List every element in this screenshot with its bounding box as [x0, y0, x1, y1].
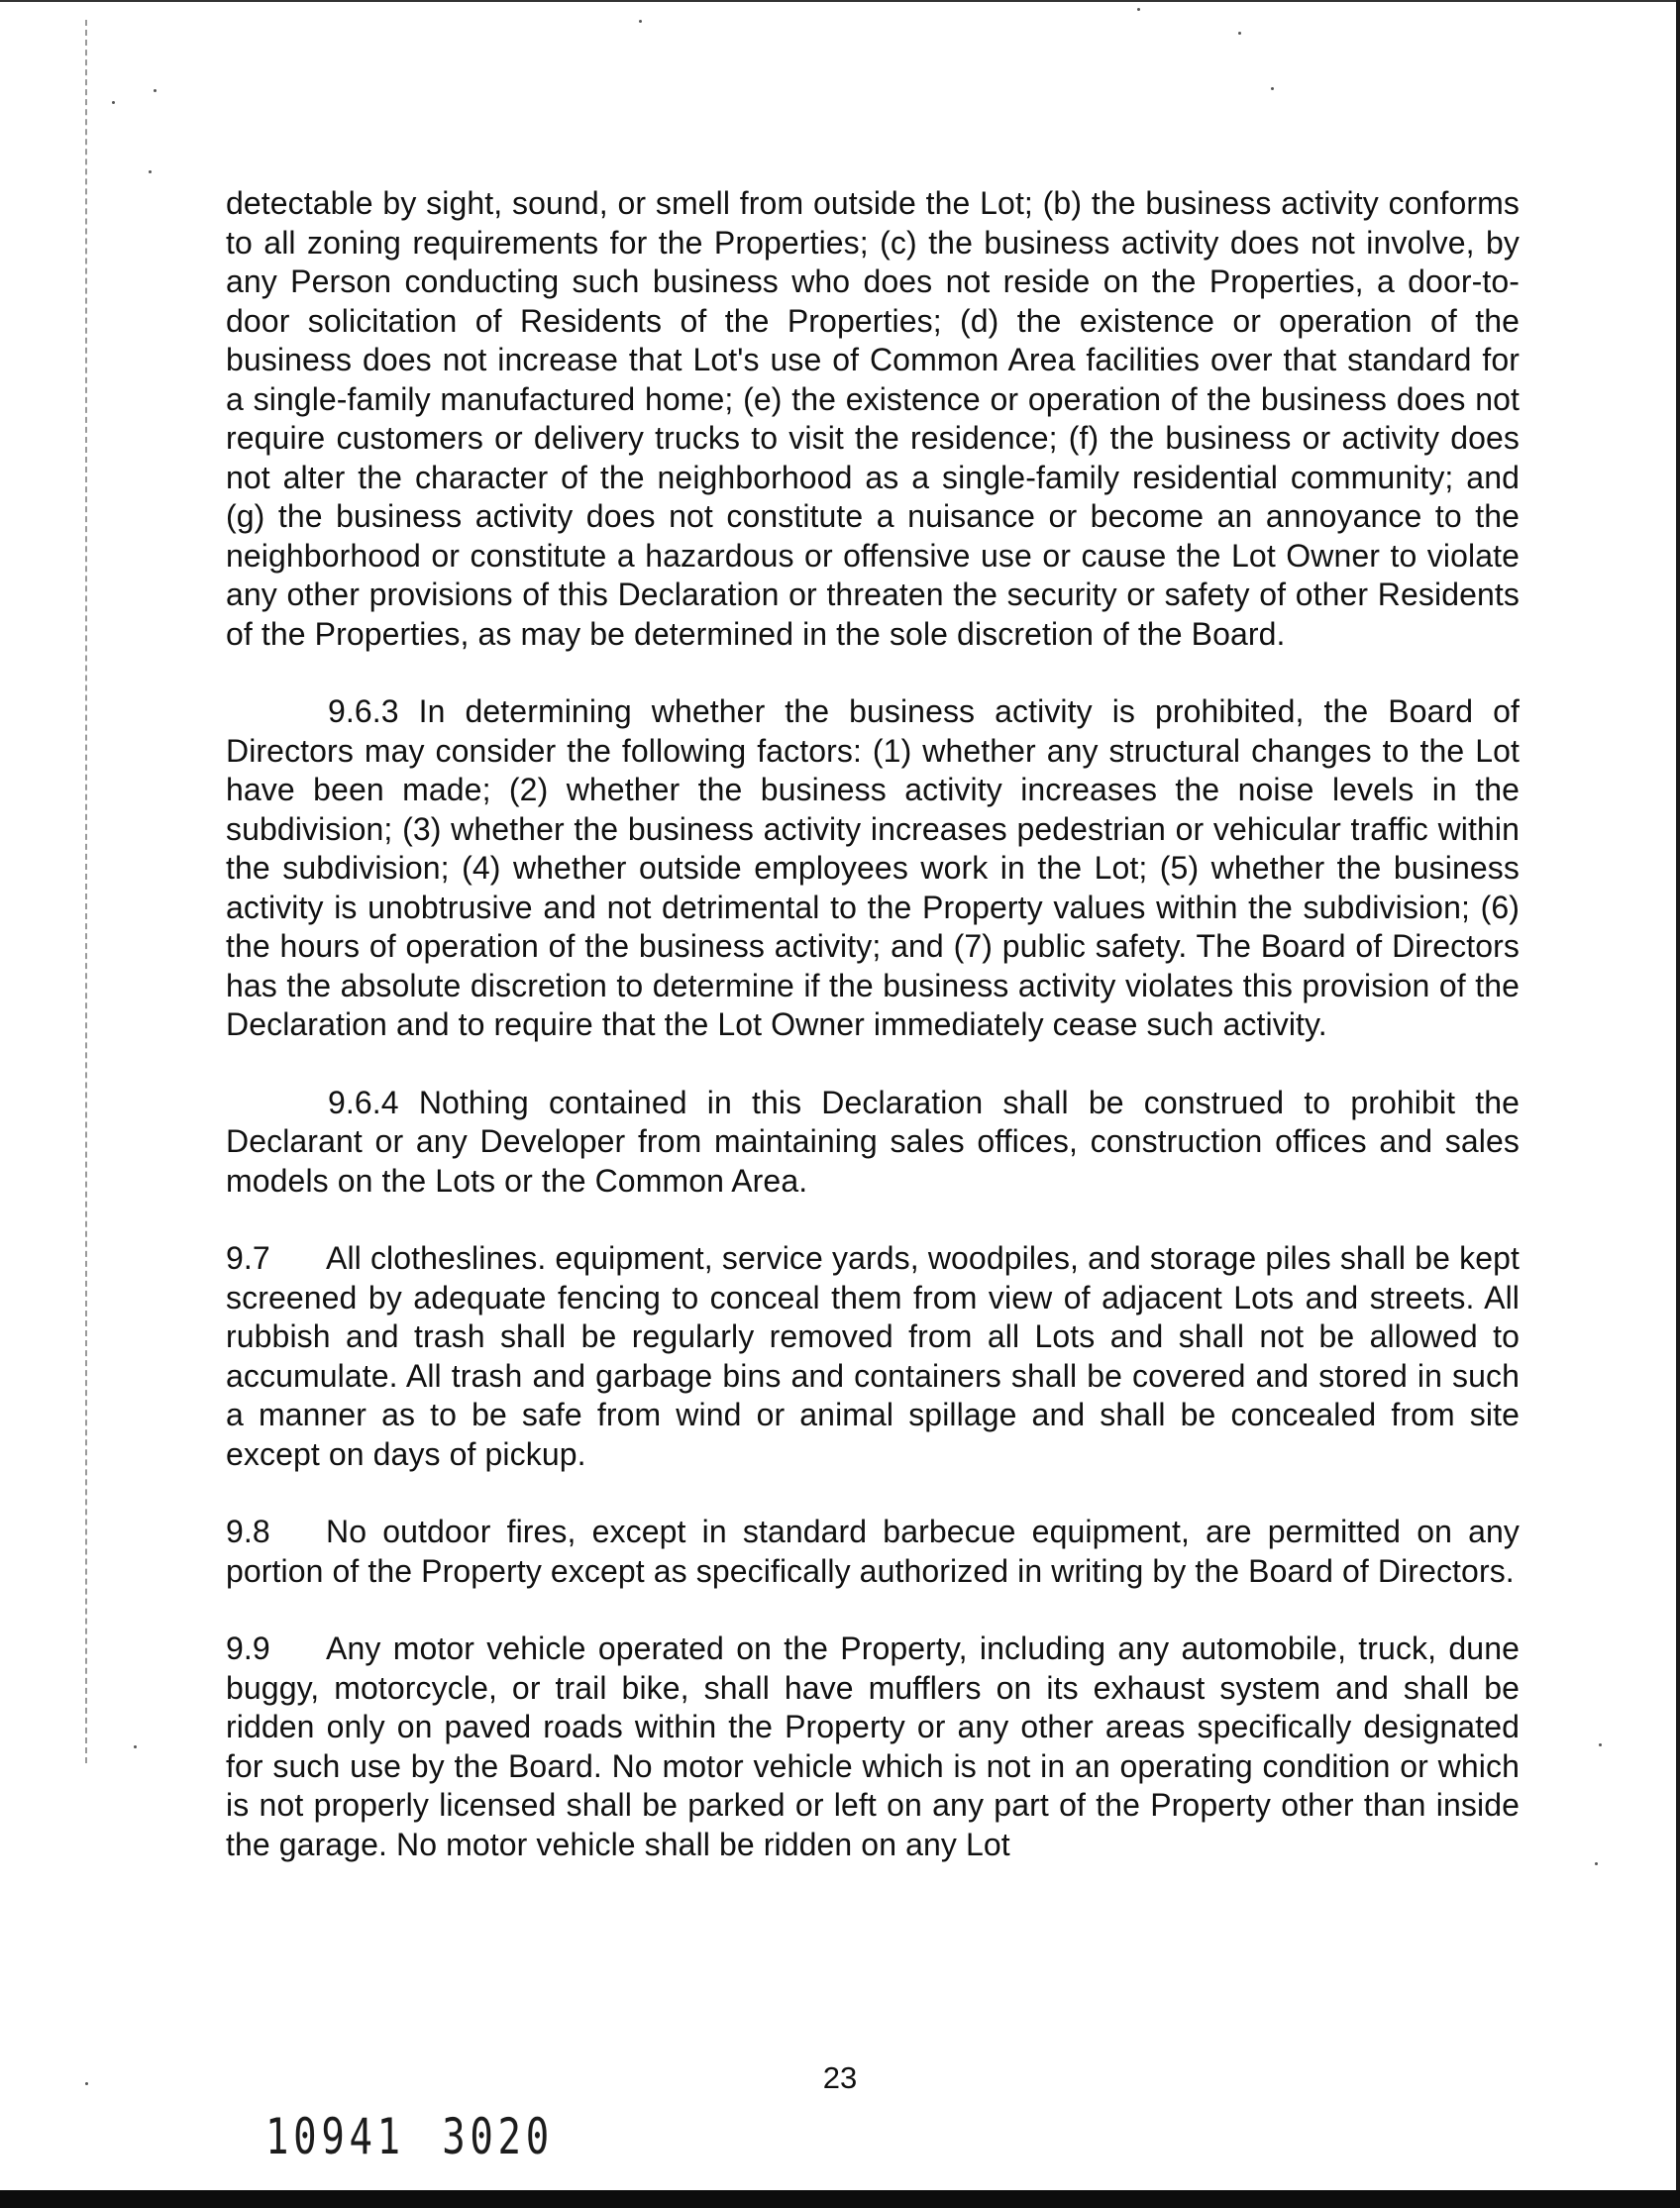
- scan-speck: [1595, 1862, 1598, 1865]
- paragraph-9-6-3: [226, 692, 1520, 1045]
- section-number: 9.8: [226, 1514, 270, 1549]
- scan-speck: [1271, 87, 1274, 90]
- paragraph-continuation: [226, 184, 1520, 654]
- paragraph-text: All clotheslines. equipment, service yards, woodpiles, and storage piles shall be kept screened by adequate fencing to conceal them from view of adjacent Lots and streets. All rubbish and trash shall be regularly removed from all Lots and shall not be allowed to accumulate. All trash and garbage bins and containers shall be covered and stored in such a manner as to be safe from wind or animal spillage and shall be concealed from site except on days of pickup.: [226, 1240, 1520, 1472]
- paragraph-text: Nothing contained in this Declaration shall be construed to prohibit the Declarant or any Developer from maintaining sales offices, construction offices and sales models on the Lots or the Common Area.: [226, 1084, 1520, 1199]
- paragraph-9-7: [226, 1239, 1520, 1474]
- scan-speck: [134, 1745, 137, 1748]
- recording-book-number: 10941: [265, 2108, 405, 2165]
- paragraph-text: detectable by sight, sound, or smell from outside the Lot; (b) the business activity conforms to all zoning requirements for the Properties; (c) the business activity does not involve, by any Person conducting such business who does not reside on the Properties, a door-to-door solicitation of Residents of the Properties; (d) the existence or operation of the business does not increase that Lot's use of Common Area facilities over that standard for a single-family manufactured home; (e) the existence or operation of the business does not require customers or delivery trucks to visit the residence; (f) the business or activity does not alter the character of the neighborhood as a single-family residential community; and (g) the business activity does not constitute a nuisance or become an annoyance to the neighborhood or constitute a hazardous or offensive use or cause the Lot Owner to violate any other provisions of this Declaration or threaten the security or safety of other Residents of the Properties, as may be determined in the sole discretion of the Board.: [226, 185, 1520, 652]
- scan-speck: [1599, 1743, 1602, 1746]
- scan-speck: [154, 89, 157, 92]
- section-number: 9.6.3: [328, 693, 399, 729]
- section-number: 9.6.4: [328, 1084, 399, 1120]
- paragraph-9-8: [226, 1513, 1520, 1591]
- recording-page-number: 3020: [442, 2108, 554, 2165]
- scan-left-margin-artifact: [85, 20, 87, 1763]
- recording-stamp: [265, 2108, 590, 2165]
- section-number: 9.9: [226, 1630, 270, 1666]
- page-number: 23: [822, 2060, 858, 2095]
- scan-bottom-edge: [0, 2190, 1680, 2208]
- document-body: [226, 184, 1520, 1903]
- scan-speck: [112, 101, 115, 104]
- scan-right-edge: [1676, 0, 1680, 2208]
- scan-speck: [639, 20, 642, 23]
- scan-top-edge: [0, 0, 1680, 2]
- paragraph-text: Any motor vehicle operated on the Property, including any automobile, truck, dune buggy, motorcycle, or trail bike, shall have mufflers on its exhaust system and shall be ridden only on paved roads within the Property or any other areas specifically designated for such use by the Board. No motor vehicle which is not in an operating condition or which is not properly licensed shall be parked or left on any part of the Property other than inside the garage. No motor vehicle shall be ridden on any Lot: [226, 1630, 1520, 1862]
- paragraph-text: In determining whether the business activity is prohibited, the Board of Directors may consider the following factors: (1) whether any structural changes to the Lot have been made; (2) whether the business activity increases the noise levels in the subdivision; (3) whether the business activity increases pedestrian or vehicular traffic within the subdivision; (4) whether outside employees work in the Lot; (5) whether the business activity is unobtrusive and not detrimental to the Property values within the subdivision; (6) the hours of operation of the business activity; and (7) public safety. The Board of Directors has the absolute discretion to determine if the business activity violates this provision of the Declaration and to require that the Lot Owner immediately cease such activity.: [226, 693, 1520, 1042]
- scan-speck: [149, 170, 152, 173]
- section-number: 9.7: [226, 1240, 270, 1276]
- paragraph-9-9: [226, 1630, 1520, 1864]
- scan-speck: [1238, 32, 1241, 35]
- scan-speck: [1137, 8, 1140, 11]
- paragraph-text: No outdoor fires, except in standard barbecue equipment, are permitted on any portion of the Property except as specifically authorized in writing by the Board of Directors.: [226, 1514, 1520, 1589]
- paragraph-9-6-4: [226, 1084, 1520, 1202]
